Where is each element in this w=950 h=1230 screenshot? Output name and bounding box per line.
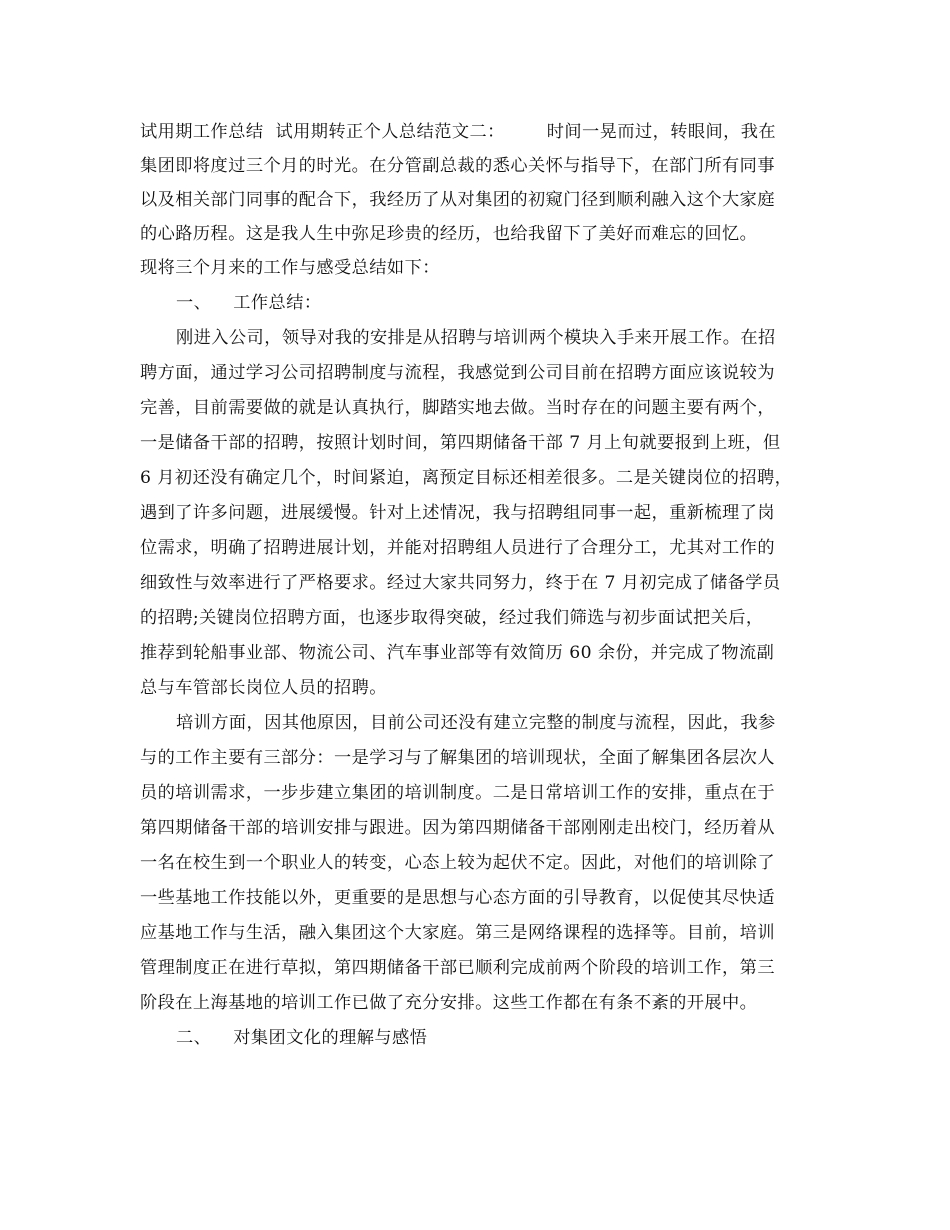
- intro-line-1: [140, 121, 776, 143]
- para1-line: 遇到了许多问题，进展缓慢。针对上述情况，我与招聘组同事一起，重新梳理了岗: [140, 503, 775, 523]
- para2-line: 培训方面，因其他原因，目前公司还没有建立完整的制度与流程，因此，我参: [176, 713, 776, 733]
- para2-line: 管理制度正在进行草拟，第四期储备干部已顺利完成前两个阶段的培训工作，第三: [140, 958, 775, 978]
- para1-line: 一是储备干部的招聘，按照计划时间，第四期储备干部 7 月上旬就要报到上班，但: [140, 433, 781, 453]
- para2-line: 应基地工作与生活，融入集团这个大家庭。第三是网络课程的选择等。目前，培训: [140, 923, 775, 943]
- para2-line: 与的工作主要有三部分：一是学习与了解集团的培训现状，全面了解集团各层次人: [140, 748, 775, 768]
- para2-line: 一名在校生到一个职业人的转变，心态上较为起伏不定。因此，对他们的培训除了: [140, 853, 775, 873]
- intro-line-4: 的心路历程。这是我人生中弥足珍贵的经历，也给我留下了美好而难忘的回忆。: [140, 224, 758, 244]
- section-1-number: 一、: [176, 293, 212, 313]
- intro-text: 时间一晃而过，转眼间，我在: [546, 122, 777, 142]
- para1-line: 总与车管部长岗位人员的招聘。: [140, 678, 387, 698]
- para2-line: 一些基地工作技能以外，更重要的是思想与心态方面的引导教育，以促使其尽快适: [140, 888, 775, 908]
- para1-line: 的招聘;关键岗位招聘方面，也逐步取得突破，经过我们筛选与初步面试把关后，: [140, 608, 764, 628]
- para2-line: 员的培训需求，一步步建立集团的培训制度。二是日常培训工作的安排，重点在于: [140, 783, 775, 803]
- section-1-heading: [176, 292, 321, 314]
- document-title: 试用期工作总结: [140, 122, 264, 142]
- para1-line: 细致性与效率进行了严格要求。经过大家共同努力，终于在 7 月初完成了储备学员: [140, 573, 781, 593]
- intro-line-3: 以及相关部门同事的配合下，我经历了从对集团的初窥门径到顺利融入这个大家庭: [140, 190, 775, 210]
- section-1-title: 工作总结：: [233, 293, 322, 313]
- para2-line: 阶段在上海基地的培训工作已做了充分安排。这些工作都在有条不紊的开展中。: [140, 993, 758, 1013]
- para2-line: 第四期储备干部的培训安排与跟进。因为第四期储备干部刚刚走出校门，经历着从: [140, 818, 775, 838]
- para1-line: 6 月初还没有确定几个，时间紧迫，离预定目标还相差很多。二是关键岗位的招聘，: [140, 468, 793, 488]
- para1-line: 聘方面，通过学习公司招聘制度与流程，我感觉到公司目前在招聘方面应该说较为: [140, 363, 775, 383]
- para1-line: 刚进入公司，领导对我的安排是从招聘与培训两个模块入手来开展工作。在招: [176, 328, 776, 348]
- para1-line: 推荐到轮船事业部、物流公司、汽车事业部等有效简历 60 余份，并完成了物流副: [140, 643, 775, 663]
- para1-line: 完善，目前需要做的就是认真执行，脚踏实地去做。当时存在的问题主要有两个，: [140, 398, 775, 418]
- document-subtitle: 试用期转正个人总结范文二：: [275, 122, 505, 142]
- intro-line-2: 集团即将度过三个月的时光。在分管副总裁的悉心关怀与指导下，在部门所有同事: [140, 156, 775, 176]
- section-2-number: 二、: [176, 1028, 212, 1048]
- intro-line-5: 现将三个月来的工作与感受总结如下：: [140, 258, 440, 278]
- para1-line: 位需求，明确了招聘进展计划，并能对招聘组人员进行了合理分工，尤其对工作的: [140, 538, 775, 558]
- section-2-title: 对集团文化的理解与感悟: [233, 1028, 428, 1048]
- section-2-heading: [176, 1027, 427, 1049]
